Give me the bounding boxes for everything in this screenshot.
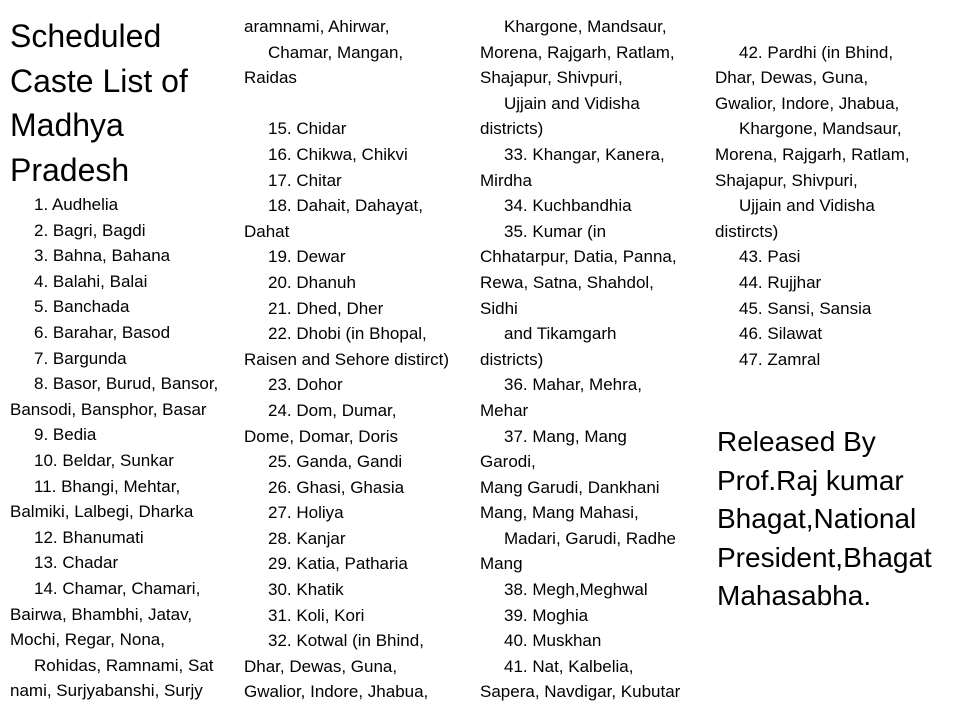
- list-line: and Tikamgarh: [504, 324, 617, 344]
- caste-list-part-2: [244, 14, 476, 705]
- list-line: Dahat: [244, 221, 290, 241]
- list-line: Garodi,: [480, 452, 536, 472]
- list-line: distircts): [715, 221, 779, 241]
- list-line: 12. Bhanumati: [34, 527, 144, 547]
- list-line: Mang: [480, 554, 523, 574]
- list-line: Mehar: [480, 400, 529, 420]
- list-line: 33. Khangar, Kanera,: [504, 144, 665, 164]
- list-line: 36. Mahar, Mehra,: [504, 375, 642, 395]
- list-line: 19. Dewar: [268, 247, 346, 267]
- caste-list-part-1: [10, 192, 238, 704]
- list-line: 22. Dhobi (in Bhopal,: [268, 324, 427, 344]
- list-line: 25. Ganda, Gandi: [268, 452, 403, 472]
- list-line: 21. Dhed, Dher: [268, 298, 384, 318]
- list-line: 20. Dhanuh: [268, 272, 356, 292]
- title-line: Scheduled: [10, 18, 162, 54]
- list-line: Sapera, Navdigar, Kubutar: [480, 682, 681, 702]
- list-line: Morena, Rajgarh, Ratlam,: [715, 144, 910, 164]
- list-line: nami, Surjyabanshi, Surjy: [10, 681, 203, 701]
- list-line: 42. Pardhi (in Bhind,: [739, 42, 894, 62]
- list-line: Dhar, Dewas, Guna,: [715, 68, 869, 88]
- list-line: 40. Muskhan: [504, 631, 602, 651]
- list-line: Bairwa, Bhambhi, Jatav,: [10, 604, 193, 624]
- list-line: 37. Mang, Mang: [504, 426, 627, 446]
- list-line: 31. Koli, Kori: [268, 605, 365, 625]
- released-line: Released By: [717, 426, 876, 457]
- list-line: 7. Bargunda: [34, 348, 127, 368]
- list-line: 13. Chadar: [34, 553, 119, 573]
- list-line: 14. Chamar, Chamari,: [34, 578, 201, 598]
- list-line: districts): [480, 349, 544, 369]
- list-line: 29. Katia, Patharia: [268, 554, 408, 574]
- released-line: President,Bhagat: [717, 541, 932, 573]
- page-title: [10, 14, 238, 192]
- list-line: Ujjain and Vidisha: [504, 93, 640, 113]
- list-line: 44. Rujjhar: [739, 272, 822, 292]
- list-line: Mang, Mang Mahasi,: [480, 503, 639, 523]
- column-1: [10, 14, 238, 704]
- list-line: 43. Pasi: [739, 247, 801, 267]
- list-line: 38. Megh,Meghwal: [504, 580, 648, 600]
- list-line: Chhatarpur, Datia, Panna,: [480, 247, 677, 267]
- list-line: [244, 91, 476, 117]
- list-line: 2. Bagri, Bagdi: [34, 220, 146, 240]
- list-line: 34. Kuchbandhia: [504, 196, 632, 216]
- list-line: Bansodi, Bansphor, Basar: [10, 399, 207, 419]
- list-line: Gwalior, Indore, Jhabua,: [715, 93, 900, 113]
- list-line: 24. Dom, Dumar,: [268, 400, 397, 420]
- list-line: districts): [480, 119, 544, 139]
- list-line: 23. Dohor: [268, 375, 343, 395]
- caste-list-part-3: [480, 14, 710, 705]
- list-line: 5. Banchada: [34, 297, 130, 317]
- list-line: 47. Zamral: [739, 349, 821, 369]
- list-line: Raidas: [244, 68, 297, 88]
- list-line: 4. Balahi, Balai: [34, 271, 148, 291]
- list-line: Sidhi: [480, 298, 518, 318]
- caste-list-part-4: [715, 14, 955, 372]
- list-line: 28. Kanjar: [268, 528, 346, 548]
- list-line: Chamar, Mangan,: [268, 42, 404, 62]
- list-line: Shajapur, Shivpuri,: [480, 68, 623, 88]
- list-line: Khargone, Mandsaur,: [739, 119, 902, 139]
- list-line: Gwalior, Indore, Jhabua,: [244, 682, 429, 702]
- released-line: Prof.Raj kumar: [717, 464, 904, 496]
- list-line: Mang Garudi, Dankhani: [480, 477, 660, 497]
- list-line: 17. Chitar: [268, 170, 342, 190]
- title-line: Madhya: [10, 107, 124, 143]
- released-line: Mahasabha.: [717, 580, 872, 611]
- column-3: [480, 14, 710, 705]
- list-line: 8. Basor, Burud, Bansor,: [34, 374, 219, 394]
- list-line: 32. Kotwal (in Bhind,: [268, 631, 424, 651]
- list-line: 18. Dahait, Dahayat,: [268, 196, 423, 216]
- list-line: 1. Audhelia: [34, 195, 119, 214]
- list-line: Dhar, Dewas, Guna,: [244, 656, 398, 676]
- list-line: Raisen and Sehore distirct): [244, 349, 450, 369]
- list-line: 10. Beldar, Sunkar: [34, 450, 174, 470]
- list-line: 46. Silawat: [739, 324, 823, 344]
- list-line: Ujjain and Vidisha: [739, 196, 875, 216]
- list-line: 30. Khatik: [268, 580, 344, 600]
- list-line: Mochi, Regar, Nona,: [10, 630, 165, 650]
- released-line: Bhagat,National: [717, 503, 917, 534]
- list-line: 26. Ghasi, Ghasia: [268, 477, 405, 497]
- list-line: Madari, Garudi, Radhe: [504, 528, 676, 548]
- list-line: Shajapur, Shivpuri,: [715, 170, 858, 190]
- list-line: 16. Chikwa, Chikvi: [268, 144, 408, 164]
- list-line: 11. Bhangi, Mehtar,: [34, 476, 181, 496]
- column-4: [715, 14, 955, 372]
- list-line: 9. Bedia: [34, 425, 97, 445]
- column-2: [244, 14, 476, 705]
- released-by-block: [717, 423, 932, 616]
- list-line: aramnami, Ahirwar,: [244, 17, 390, 36]
- list-line: Khargone, Mandsaur,: [504, 17, 667, 36]
- list-line: Rewa, Satna, Shahdol,: [480, 272, 654, 292]
- list-line: [715, 14, 955, 40]
- list-line: 6. Barahar, Basod: [34, 322, 171, 342]
- list-line: 45. Sansi, Sansia: [739, 298, 872, 318]
- list-line: Balmiki, Lalbegi, Dharka: [10, 502, 194, 522]
- list-line: 41. Nat, Kalbelia,: [504, 656, 634, 676]
- list-line: Rohidas, Ramnami, Sat: [34, 655, 214, 675]
- list-line: 39. Moghia: [504, 605, 589, 625]
- list-line: 35. Kumar (in: [504, 221, 607, 241]
- title-line: Caste List of: [10, 62, 188, 99]
- list-line: 15. Chidar: [268, 119, 347, 139]
- list-line: 27. Holiya: [268, 503, 344, 523]
- list-line: 3. Bahna, Bahana: [34, 246, 171, 266]
- list-line: Morena, Rajgarh, Ratlam,: [480, 42, 675, 62]
- title-line: Pradesh: [10, 151, 130, 188]
- list-line: Dome, Domar, Doris: [244, 426, 398, 446]
- list-line: Mirdha: [480, 170, 532, 190]
